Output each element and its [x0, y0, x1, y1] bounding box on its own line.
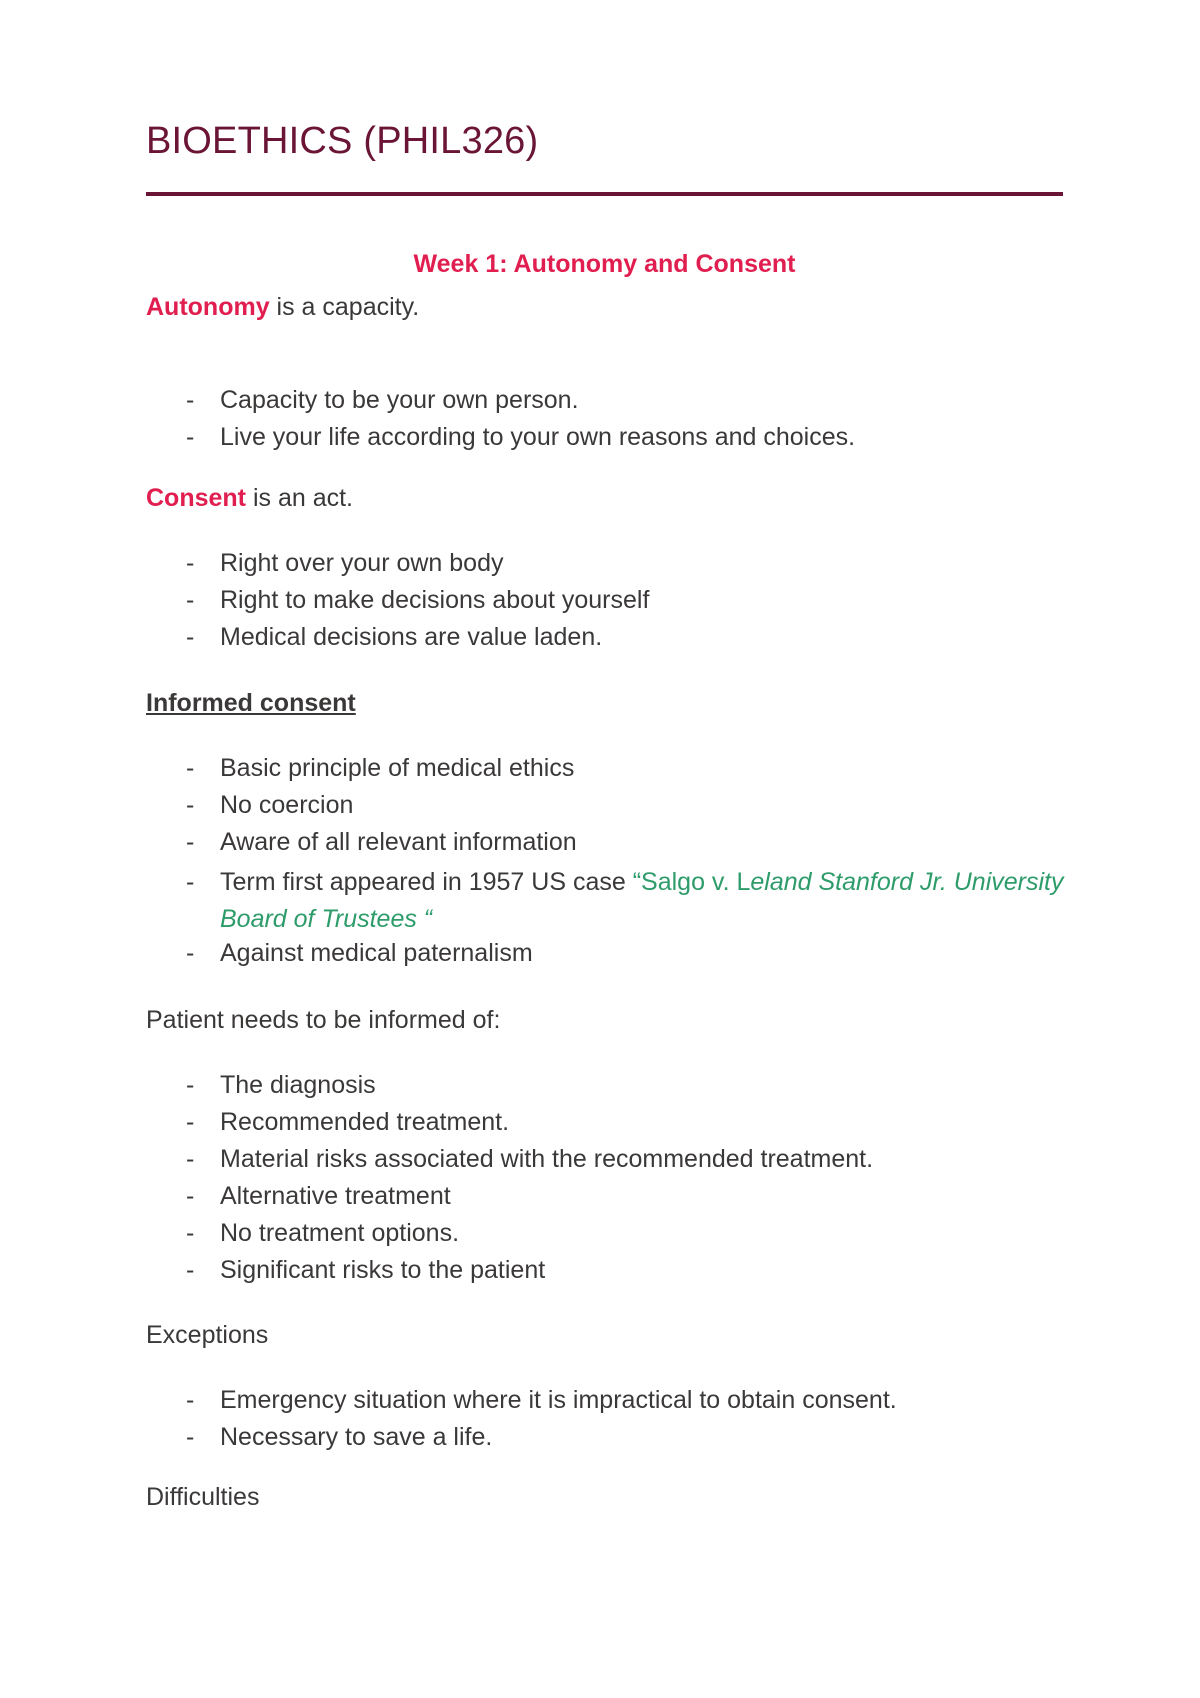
list-item: [146, 938, 1080, 975]
list-item: [146, 422, 855, 459]
list-item-text: Recommended treatment.: [220, 1108, 510, 1136]
list-item: [146, 1218, 873, 1255]
bullet-dash: -: [186, 1386, 195, 1414]
list-item-text: No coercion: [220, 791, 354, 819]
bullet-dash: -: [186, 1108, 195, 1136]
list-item-text: No treatment options.: [220, 1219, 460, 1247]
list-item: [146, 1255, 873, 1292]
informed-consent-heading: [146, 688, 356, 718]
list-item-text: Necessary to save a life.: [220, 1423, 493, 1451]
list-item-text: Capacity to be your own person.: [220, 386, 579, 414]
bullet-dash: -: [186, 1145, 195, 1173]
list-item-text: Material risks associated with the recommended treatment.: [220, 1145, 874, 1173]
list-item-case: [146, 864, 1080, 938]
bullet-dash: -: [186, 828, 195, 856]
title-divider: [146, 192, 1063, 196]
list-item: [146, 1181, 873, 1218]
bullet-dash: -: [186, 754, 195, 782]
consent-definition: [146, 483, 353, 513]
bullet-dash: -: [186, 1256, 195, 1284]
bullet-dash: -: [186, 1423, 195, 1451]
list-item-text: Significant risks to the patient: [220, 1256, 546, 1284]
consent-list: [146, 548, 649, 659]
consent-term: Consent: [146, 484, 246, 512]
list-item: [146, 1144, 873, 1181]
bullet-dash: -: [186, 1219, 195, 1247]
list-item: [146, 585, 649, 622]
bullet-dash: -: [186, 868, 195, 896]
autonomy-term: Autonomy: [146, 293, 270, 321]
list-item-text: Against medical paternalism: [220, 939, 533, 967]
exceptions-list: [146, 1385, 897, 1459]
list-item: [146, 385, 855, 422]
list-item-text: Medical decisions are value laden.: [220, 623, 603, 651]
document-title: BIOETHICS (PHIL326): [146, 120, 539, 162]
bullet-dash: -: [186, 623, 195, 651]
list-item-text: Right to make decisions about yourself: [220, 586, 650, 614]
list-item: [146, 753, 1080, 790]
list-item: [146, 1422, 897, 1459]
list-item: [146, 1070, 873, 1107]
bullet-dash: -: [186, 423, 195, 451]
case-quote-open: “Salgo v. L: [632, 868, 751, 896]
case-prefix: Term first appeared in 1957 US case: [220, 868, 633, 896]
list-item-text: Alternative treatment: [220, 1182, 451, 1210]
patient-info-list: [146, 1070, 873, 1292]
list-item: [146, 1107, 873, 1144]
list-item-text: Live your life according to your own reasons and choices.: [220, 423, 856, 451]
list-item-text: Basic principle of medical ethics: [220, 754, 575, 782]
bullet-dash: -: [186, 386, 195, 414]
bullet-dash: -: [186, 586, 195, 614]
list-item-text: Aware of all relevant information: [220, 828, 577, 856]
autonomy-definition: [146, 292, 419, 322]
list-item: [146, 827, 1080, 864]
bullet-dash: -: [186, 791, 195, 819]
bullet-dash: -: [186, 1071, 195, 1099]
list-item-text: Emergency situation where it is impractical to obtain consent.: [220, 1386, 897, 1414]
case-name: eland Stanford Jr. University Board of Trustees: [220, 868, 1064, 933]
informed-consent-list: [146, 753, 1080, 975]
informed-consent-heading-text: Informed consent: [146, 689, 356, 717]
bullet-dash: -: [186, 549, 195, 577]
week-heading: Week 1: Autonomy and Consent: [413, 250, 796, 278]
patient-info-heading: Patient needs to be informed of:: [146, 1006, 501, 1034]
difficulties-heading: Difficulties: [146, 1483, 260, 1511]
bullet-dash: -: [186, 1182, 195, 1210]
list-item-text: Right over your own body: [220, 549, 504, 577]
consent-definition-text: is an act.: [246, 484, 353, 512]
list-item: [146, 790, 1080, 827]
list-item-text: The diagnosis: [220, 1071, 376, 1099]
list-item: [146, 548, 649, 585]
autonomy-list: [146, 385, 855, 459]
exceptions-heading: Exceptions: [146, 1321, 269, 1349]
autonomy-definition-text: is a capacity.: [269, 293, 420, 321]
case-quote-close: “: [423, 905, 433, 933]
list-item: [146, 622, 649, 659]
bullet-dash: -: [186, 939, 195, 967]
list-item: [146, 1385, 897, 1422]
